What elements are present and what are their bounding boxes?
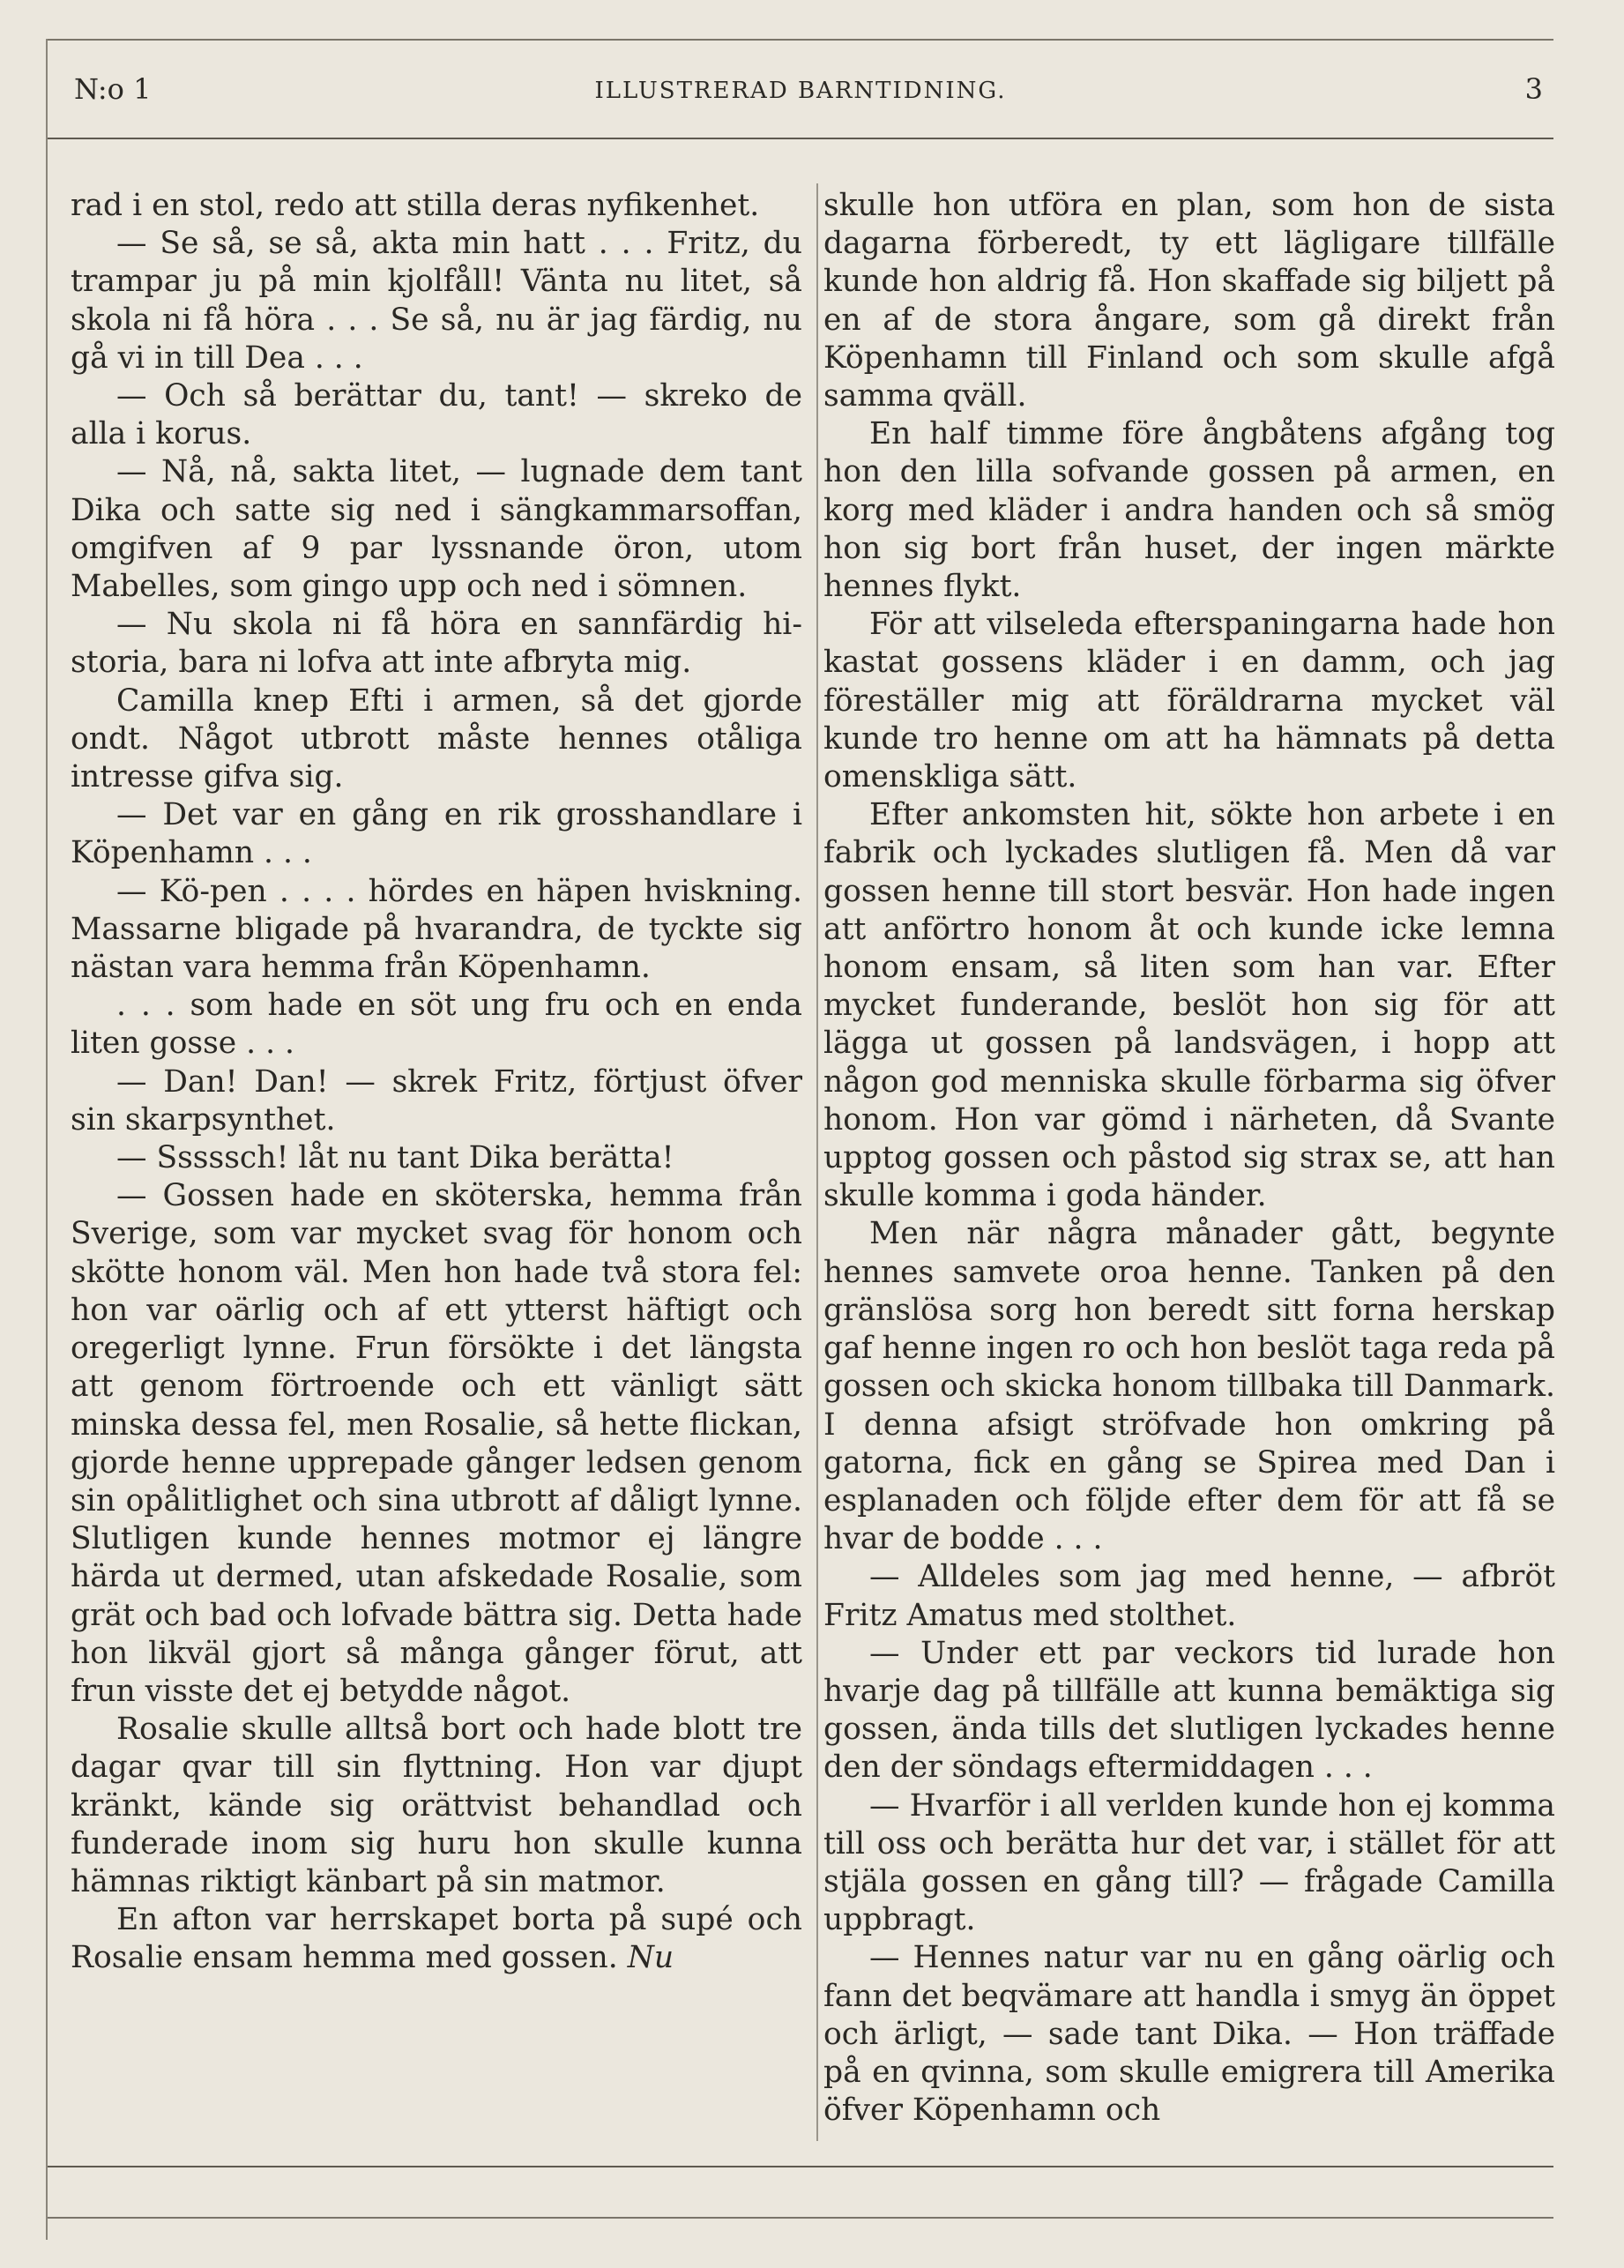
paragraph: — Nu skola ni få höra en sannfärdig historia, bara ni lofva att inte afbryta mig. bbox=[71, 607, 802, 681]
bottom-rule bbox=[48, 2166, 1553, 2167]
paragraph: — Sssssch! låt nu tant Dika berätta! bbox=[116, 1140, 674, 1176]
paragraph: . . . som hade en söt ung fru och en enda liten gosse . . . bbox=[71, 988, 802, 1062]
header-rule bbox=[48, 138, 1553, 139]
paragraph: — Se så, se så, akta min hatt . . . Fritz, du trampar ju på min kjolfåll! Vänta nu litet, så skola ni få höra . . . Se så, nu är jag färdig, nu gå vi in till Dea . . . bbox=[71, 226, 802, 376]
paragraph: Rosalie skulle alltså bort och hade blott tre dagar qvar till sin flyttning. Hon var djupt kränkt, kände sig orättvist behandlad och funderade inom sig huru hon skulle kunna hämnas riktigt känbart på sin matmor. bbox=[71, 1712, 802, 1899]
paragraph: Camilla knep Efti i armen, så det gjorde ondt. Något utbrott måste hennes otåliga intresse gifva sig. bbox=[71, 683, 802, 795]
page-header bbox=[48, 72, 1553, 125]
paragraph: — Under ett par veckors tid lurade hon hvarje dag på tillfälle att kunna bemäktiga sig gossen, ända tills det slutligen lyckades henne den der söndags eftermiddagen . . . bbox=[823, 1635, 1555, 1786]
paragraph: Efter ankomsten hit, sökte hon arbete i en fabrik och lyckades slutligen få. Men då var gossen henne till stort besvär. Hon hade ingen att anförtro honom åt och kunde icke lemna honom ensam, så liten som han var. Efter mycket funderande, beslöt hon sig för att lägga ut gossen på landsvägen, i hopp att någon god menniska skulle förbarma sig öfver honom. Hon var gömd i närheten, då Svante upptog gossen och påstod sig strax se, att han skulle komma i goda händer. bbox=[823, 797, 1555, 1214]
newspaper-page bbox=[46, 39, 1553, 2240]
page-number: 3 bbox=[1524, 72, 1543, 106]
paragraph: — Dan! Dan! — skrek Fritz, förtjust öfver sin skarpsynthet. bbox=[71, 1063, 802, 1138]
italic-word: Nu bbox=[627, 1940, 674, 1976]
paragraph: — Kö-pen . . . . hördes en häpen hviskning. Massarne bligade på hvarandra, de tyckte sig nästan vara hemma från Köpenhamn. bbox=[71, 873, 802, 986]
paragraph-text: En afton var herrskapet borta på supé och Rosalie ensam hemma med gossen. bbox=[71, 1902, 802, 1976]
paragraph-last bbox=[71, 1901, 802, 1977]
paragraph: — Hennes natur var nu en gång oärlig och fann det beqvämare att handla i smyg än öppet och ärligt, — sade tant Dika. — Hon träffade på en qvinna, som skulle emigrera till Amerika öfver Köpenhamn och bbox=[823, 1940, 1555, 2129]
paragraph: — Nå, nå, sakta litet, — lugnade dem tant Dika och satte sig ned i sängkammarsoffan, omgifven af 9 par lyssnande öron, utom Mabelles, som gingo upp och ned i sömnen. bbox=[71, 454, 802, 605]
paragraph: — Hvarför i all verlden kunde hon ej komma till oss och berätta hur det var, i stället för att stjäla gossen en gång till? — frågade Camilla uppbragt. bbox=[823, 1787, 1555, 1938]
top-border bbox=[48, 39, 1553, 41]
paragraph: Men när några månader gått, begynte hennes samvete oroa henne. Tanken på den gränslösa sorg hon beredt sitt forna herskap gaf henne ingen ro och hon beslöt taga reda på gossen och skicka honom tillbaka till Danmark. I denna afsigt ströfvade hon omkring på gatorna, fick en gång se Spirea med Dan i esplanaden och följde efter dem för att få se hvar de bodde . . . bbox=[823, 1216, 1555, 1557]
paragraph: För att vilseleda efterspaningarna hade hon kastat gossens kläder i en damm, och jag föreställer mig att föräldrarna mycket väl kunde tro henne om att ha hämnats på detta omenskliga sätt. bbox=[823, 607, 1555, 795]
left-column bbox=[71, 187, 802, 1978]
paragraph: En half timme före ångbåtens afgång tog hon den lilla sofvande gossen på armen, en korg med kläder i andra handen och så smög hon sig bort från huset, der ingen märkte hennes flykt. bbox=[823, 416, 1555, 605]
paragraph: skulle hon utföra en plan, som hon de sista dagarna förberedt, ty ett lägligare tillfälle kunde hon aldrig få. Hon skaffade sig biljett på en af de stora ångare, som gå direkt från Köpenhamn till Finland och som skulle afgå samma qväll. bbox=[823, 188, 1555, 414]
running-title: ILLUSTRERAD BARNTIDNING. bbox=[594, 78, 1007, 104]
paragraph: — Det var en gång en rik grosshandlare i Köpenhamn . . . bbox=[71, 797, 802, 871]
paragraph: rad i en stol, redo att stilla deras nyfikenhet. bbox=[71, 188, 760, 223]
right-column bbox=[823, 187, 1555, 2130]
paragraph: — Och så berättar du, tant! — skreko de alla i korus. bbox=[71, 378, 802, 452]
column-divider bbox=[816, 183, 818, 2141]
paragraph: — Alldeles som jag med henne, — afbröt Fritz Amatus med stolthet. bbox=[823, 1559, 1555, 1633]
issue-number: N:o 1 bbox=[74, 72, 152, 106]
bottom-border bbox=[48, 2217, 1553, 2219]
paragraph: — Gossen hade en sköterska, hemma från Sverige, som var mycket svag för honom och skötte honom väl. Men hon hade två stora fel: hon var oärlig och af ett ytterst häftigt och oregerligt lynne. Frun försökte i det längsta att genom förtroende och ett vänligt sätt minska dessa fel, men Rosalie, så hette flickan, gjorde henne upprepade gånger ledsen genom sin opålitlighet och sina utbrott af dåligt lynne. Slutligen kunde hennes motmor ej längre härda ut dermed, utan afskedade Rosalie, som grät och bad och lofvade bättra sig. Detta hade hon likväl gjort så många gånger förut, att frun visste det ej betydde något. bbox=[71, 1178, 802, 1709]
